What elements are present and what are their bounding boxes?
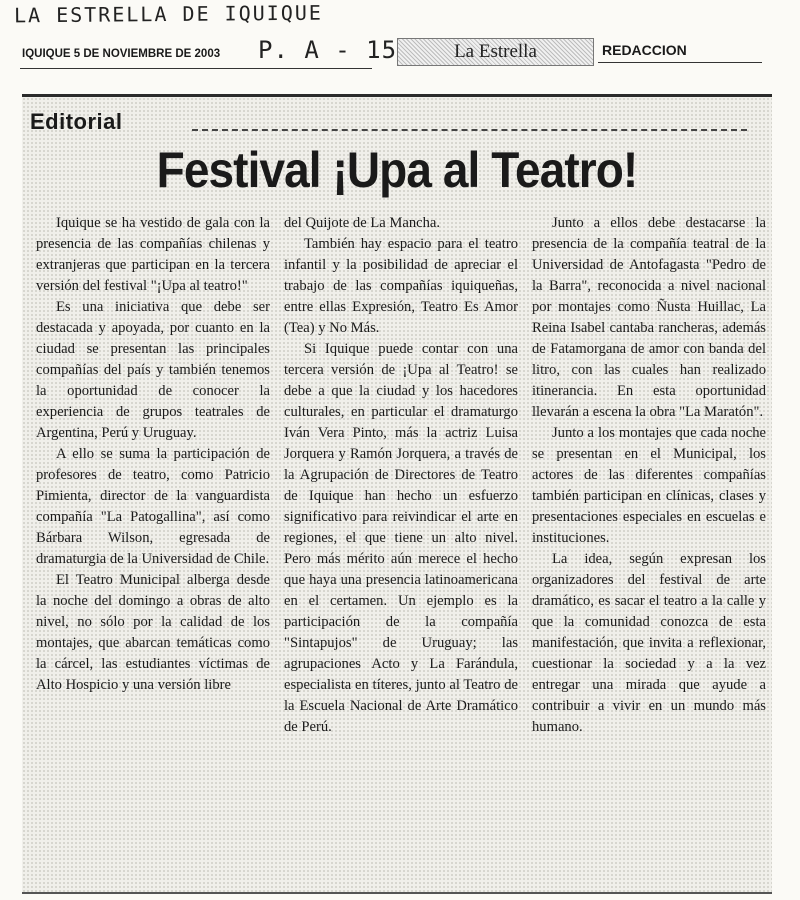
paragraph: Iquique se ha vestido de gala con la presencia de las compañías chilenas y extranjeras que participan en la tercera versión del festival "¡Upa al teatro!" [36, 215, 270, 294]
header-divider [20, 68, 372, 69]
paragraph: La idea, según expresan los organizadores del festival de arte dramático, es sacar el teatro a la calle y que la comunidad conozca de esta manifestación, que invita a reflexionar, cuestionar la sociedad y a la vez entregar una mirada que ayude a contribuir a vivir en un mundo más humano. [532, 551, 766, 735]
article-clipping [22, 94, 772, 893]
article-kicker: Editorial [30, 109, 123, 134]
paragraph: Si Iquique puede contar con una tercera versión de ¡Upa al Teatro! se debe a que la ciudad y los hacedores culturales, en particular el dramaturgo Iván Vera Pinto, más la actriz Luisa Jorquera y Ramón Jorquera, a través de la Agrupación de Directores de Teatro de Iquique han hecho un esfuerzo significativo para reivindicar el arte en regiones, el que tiene un alto nivel. Pero más mérito aún merece el hecho que haya una presencia latinoamericana en el certamen. Un ejemplo es la participación de la compañía "Sintapujos" de Uruguay; las agrupaciones Acto y La Farándula, especialista en títeres, junto al Teatro de la Escuela Nacional de Arte Dramático de Perú. [284, 341, 518, 735]
handwritten-page-code: P. A - 15 [258, 36, 398, 64]
masthead-label: La Estrella [398, 39, 593, 65]
newspaper-masthead [397, 38, 594, 66]
dateline: IQUIQUE 5 DE NOVIEMBRE DE 2003 [22, 48, 221, 60]
paragraph: También hay espacio para el teatro infantil y la posibilidad de apreciar el trabajo de las compañías iquiqueñas, entre ellas Expresión, Teatro Es Amor (Tea) y No Más. [284, 236, 518, 336]
article-body [36, 213, 766, 889]
paragraph: Junto a ellos debe destacarse la presencia de la compañía teatral de la Universidad de Antofagasta "Pedro de la Barra", reconocida a nivel nacional por montajes como Ñusta Huillac, La Reina Isabel cantaba rancheras, además de Fatamorgana de amor con banda del litro, con las cuales han realizado itinerancia. En esta oportunidad llevarán a escena la obra "La Maratón". [532, 215, 766, 420]
handwritten-source-note: LA ESTRELLA DE IQUIQUE [13, 0, 324, 28]
kicker-divider [192, 129, 747, 131]
article-column-2 [284, 213, 518, 889]
bottom-divider [22, 892, 772, 894]
article-headline: Festival ¡Upa al Teatro! [156, 142, 638, 198]
paragraph: Junto a los montajes que cada noche se presentan en el Municipal, los actores de las diferentes compañías también participan en clínicas, clases y presentaciones especiales en escuelas e instituciones. [532, 425, 766, 546]
section-label: REDACCION [598, 38, 762, 63]
article-column-3 [532, 213, 766, 889]
paragraph: El Teatro Municipal alberga desde la noche del domingo a obras de alto nivel, no sólo por la calidad de los montajes, que abarcan temáticas como la cárcel, las estudiantes víctimas de Alto Hospicio y una versión libre [36, 572, 270, 693]
paragraph: del Quijote de La Mancha. [284, 215, 441, 231]
article-column-1 [36, 213, 270, 889]
paragraph: A ello se suma la participación de profesores de teatro, como Patricio Pimienta, director de la vanguardista compañía "La Patogallina", así como Bárbara Wilson, egresada de dramaturgia de la Universidad de Chile. [36, 446, 270, 567]
paragraph: Es una iniciativa que debe ser destacada y apoyada, por cuanto en la ciudad se presentan las principales compañías del país y también tenemos la oportunidad de conocer la experiencia de grupos teatrales de Argentina, Perú y Uruguay. [36, 299, 270, 441]
